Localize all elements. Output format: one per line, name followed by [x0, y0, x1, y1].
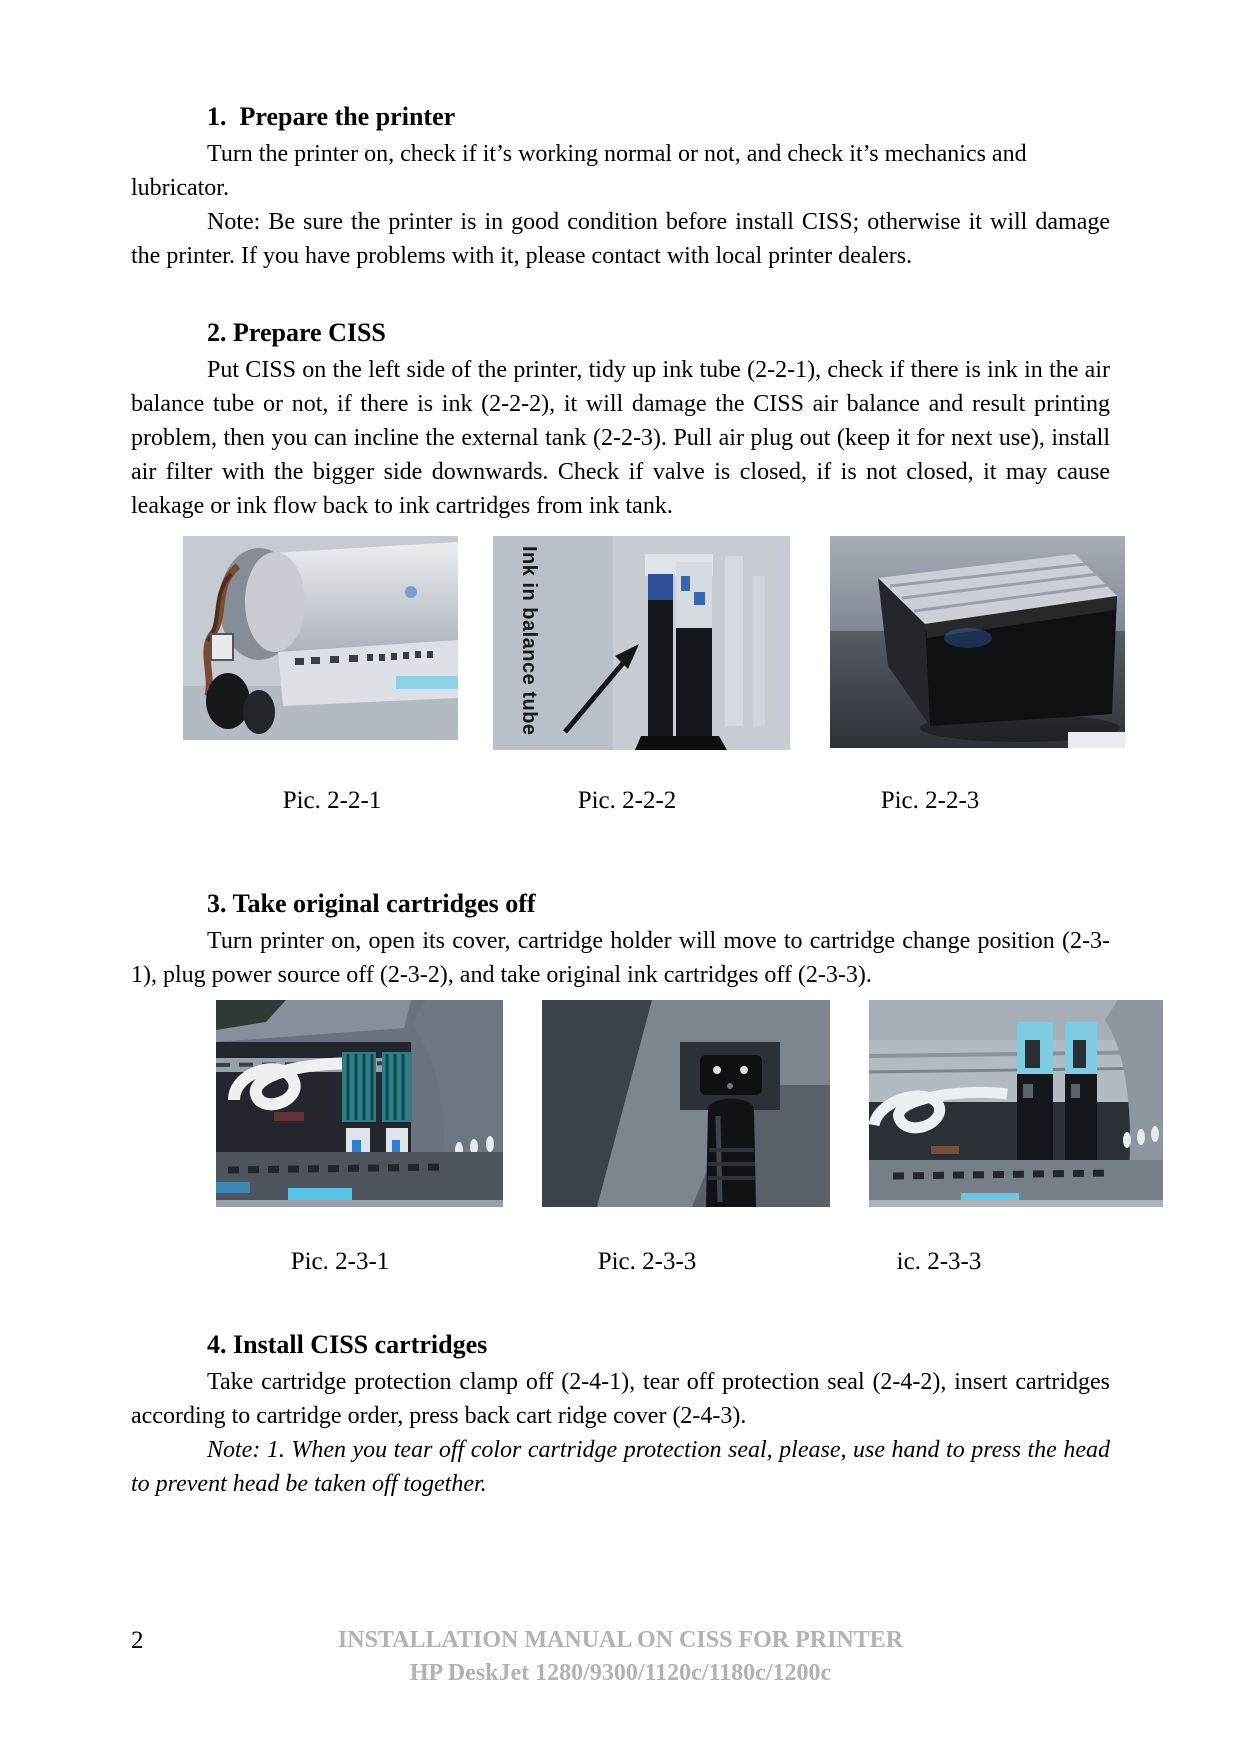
- page-content: [131, 0, 1110, 1501]
- ink-balance-tube-photo: [493, 536, 790, 750]
- connector-blob: [206, 673, 250, 729]
- caption-pic-2-2-3: Pic. 2-2-3: [880, 787, 980, 814]
- section-2-paragraph-1: Put CISS on the left side of the printer, tidy up ink tube (2-2-1), check if there is ink in the air balance tube or not, if there is ink (2-2-2), it will damage the CISS air balance and result printing problem, then you can incline the external tank (2-2-3). Pull air plug out (keep it for next use), install air filter with the bigger side downwards. Check if valve is closed, if is not closed, it may cause leakage or ink flow back to ink cartridges from ink tank.: [131, 357, 1110, 519]
- open-printer-photo: [216, 1000, 503, 1207]
- ink-tube-illustration: [493, 536, 790, 750]
- section-1-paragraph-2: Note: Be sure the printer is in good condition before install CISS; otherwise it will damage the printer. If you have problems with it, please contact with local printer dealers.: [131, 209, 1110, 269]
- caption-row-1: [131, 784, 1110, 818]
- power-plug: [706, 1099, 756, 1207]
- power-plug-photo: [542, 1000, 830, 1207]
- printer-base: [216, 1152, 503, 1207]
- footer-line-2: HP DeskJet 1280/9300/1120c/1180c/1200c: [409, 1660, 832, 1686]
- cyan-label: [288, 1188, 352, 1201]
- open-printer-illustration: [216, 1000, 503, 1207]
- caption-pic-2-3-3b: ic. 2-3-3: [896, 1248, 982, 1275]
- ink-balance-tube-label: Ink in balance tube: [518, 546, 540, 736]
- section-4-paragraph-1: Take cartridge protection clamp off (2-4-1), tear off protection seal (2-4-2), insert cartridges according to cartridge order, press back cart ridge cover (2-4-3).: [131, 1369, 1110, 1429]
- external-tank-illustration: [830, 536, 1125, 748]
- caption-pic-2-2-2: Pic. 2-2-2: [577, 787, 677, 814]
- caption-row-2: [131, 1245, 1110, 1279]
- cartridges-installed-photo: [869, 1000, 1163, 1207]
- figure-row-cartridges: [216, 1000, 1110, 1207]
- printer-side-illustration: [183, 536, 458, 740]
- power-socket: [700, 1055, 762, 1095]
- footer-line-1: INSTALLATION MANUAL ON CISS FOR PRINTER: [337, 1627, 904, 1653]
- caption-pic-2-3-1: Pic. 2-3-1: [290, 1248, 390, 1275]
- section-2-heading: 2. Prepare CISS: [207, 318, 386, 347]
- figure-row-prepare-ciss: [183, 536, 1110, 750]
- power-plug-illustration: [542, 1000, 830, 1207]
- footer-title: [131, 1624, 1110, 1690]
- printer-side-photo: [183, 536, 458, 740]
- page-footer: [131, 1624, 1110, 1690]
- section-1-paragraph-1: Turn the printer on, check if it’s working normal or not, and check it’s mechanics and lubricator.: [131, 141, 1027, 201]
- cartridges-installed-illustration: [869, 1000, 1163, 1207]
- section-4-heading: 4. Install CISS cartridges: [207, 1330, 488, 1359]
- caption-pic-2-2-1: Pic. 2-2-1: [282, 787, 382, 814]
- section-4-note: Note: 1. When you tear off color cartridge protection seal, please, use hand to press the head to prevent head be taken off together.: [131, 1437, 1110, 1497]
- section-3-heading: 3. Take original cartridges off: [207, 889, 536, 918]
- external-tank-photo: [830, 536, 1125, 748]
- section-3-paragraph-1: Turn printer on, open its cover, cartridge holder will move to cartridge change position (2-3-1), plug power source off (2-3-2), and take original ink cartridges off (2-3-3).: [131, 928, 1110, 988]
- section-1-heading: 1. Prepare the printer: [207, 102, 456, 131]
- caption-pic-2-3-3: Pic. 2-3-3: [597, 1248, 697, 1275]
- page-number: 2: [131, 1627, 144, 1654]
- blue-strip: [396, 676, 458, 689]
